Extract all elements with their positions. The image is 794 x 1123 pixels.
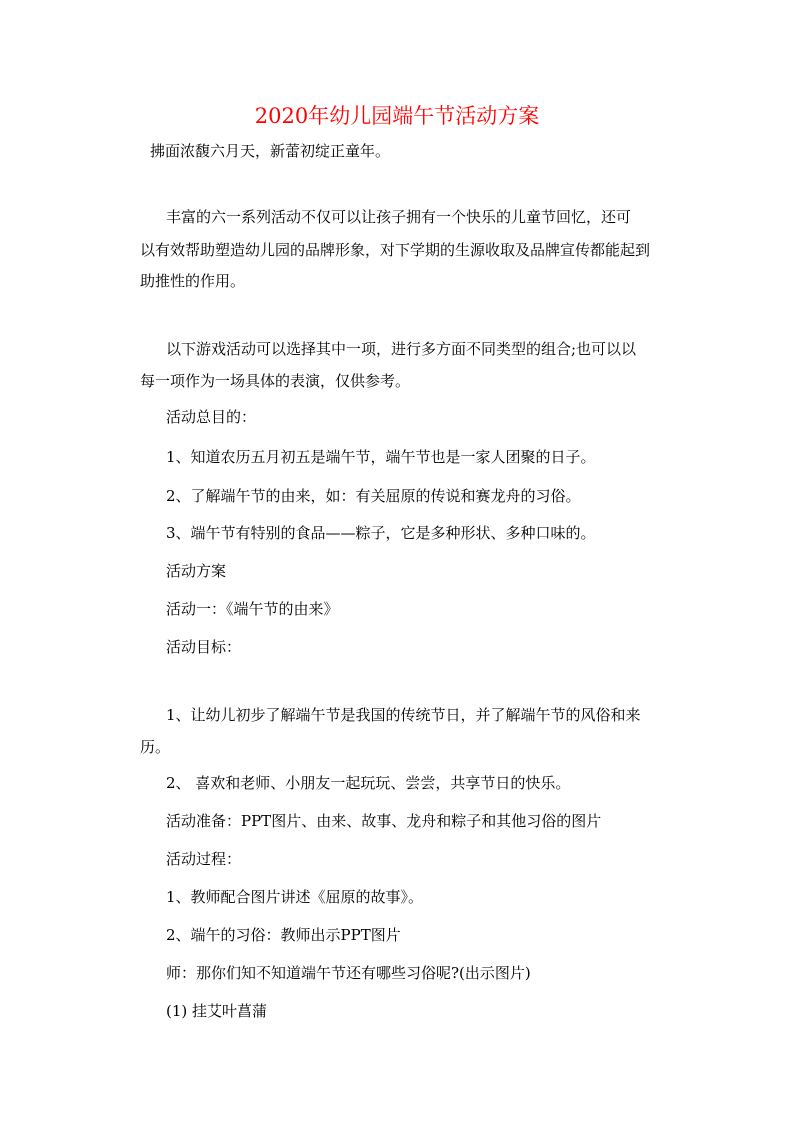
list-item: 1、让幼儿初步了解端午节是我国的传统节日，并了解端午节的风俗和来 xyxy=(166,706,641,724)
list-item: 2、端午的习俗：教师出示PPT图片 xyxy=(166,926,401,944)
text-line: 以有效帮助塑造幼儿园的品牌形象，对下学期的生源收取及品牌宣传都能起到 xyxy=(140,241,651,259)
text-line: 活动总目的： xyxy=(166,408,257,426)
text-line: 以下游戏活动可以选择其中一项，进行多方面不同类型的组合;也可以以 xyxy=(166,340,637,358)
text-line: 师：那你们知不知道端午节还有哪些习俗呢?(出示图片) xyxy=(166,964,531,982)
section-heading: 活动方案 xyxy=(166,562,227,580)
list-item: (1) 挂艾叶菖蒲 xyxy=(166,1002,268,1020)
text-line: 活动准备：PPT图片、由来、故事、龙舟和粽子和其他习俗的图片 xyxy=(166,812,602,830)
text-line: 拂面浓馥六月天，新蕾初绽正童年。 xyxy=(150,142,391,160)
document-title: 2020年幼儿园端午节活动方案 xyxy=(254,104,540,128)
text-line: 丰富的六一系列活动不仅可以让孩子拥有一个快乐的儿童节回忆，还可 xyxy=(166,208,632,226)
list-item: 2、了解端午节的由来，如：有关屈原的传说和赛龙舟的习俗。 xyxy=(166,487,581,505)
list-item: 1、知道农历五月初五是端午节，端午节也是一家人团聚的日子。 xyxy=(166,448,596,466)
section-heading: 活动一：《端午节的由来》 xyxy=(166,600,339,618)
list-item: 2、 喜欢和老师、小朋友一起玩玩、尝尝，共享节日的快乐。 xyxy=(166,774,571,792)
section-heading: 活动目标： xyxy=(166,638,242,656)
text-line: 助推性的作用。 xyxy=(140,272,246,290)
text-line: 每一项作为一场具体的表演，仅供参考。 xyxy=(140,372,411,390)
list-item: 1、教师配合图片讲述《屈原的故事》。 xyxy=(166,888,424,906)
section-heading: 活动过程： xyxy=(166,850,242,868)
list-item: 3、端午节有特别的食品——粽子，它是多种形状、多种口味的。 xyxy=(166,524,596,542)
text-line: 历。 xyxy=(140,738,171,756)
